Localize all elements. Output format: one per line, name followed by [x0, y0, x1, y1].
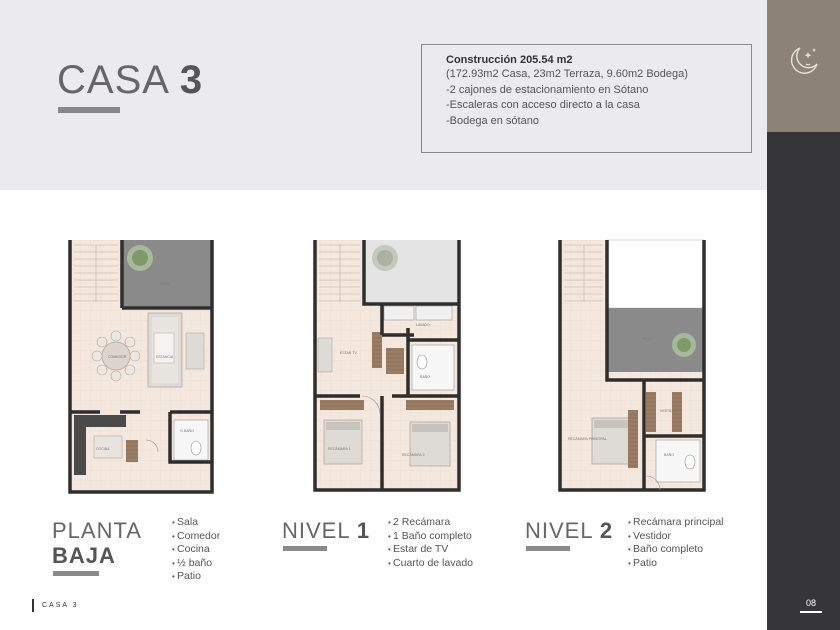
construction-specs-box: [421, 44, 752, 153]
room-label: PATIO: [642, 337, 652, 341]
level-underline: [53, 571, 99, 576]
room-label: BAÑO: [420, 375, 430, 379]
room-label: COMEDOR: [108, 355, 127, 359]
level-number: 1: [356, 518, 371, 543]
feature-item: • Sala: [172, 516, 220, 530]
room-label: RECÁMARA PRINCIPAL: [568, 437, 607, 441]
spec-line: (172.93m2 Casa, 23m2 Terraza, 9.60m2 Bodega): [446, 68, 688, 80]
level-name-nivel-1: [282, 518, 370, 544]
room-label: ESTANCIA: [156, 355, 174, 359]
level-word: NIVEL: [282, 518, 350, 543]
page-number-underline: [800, 611, 822, 613]
floor-plan-planta-baja: [70, 240, 212, 492]
feature-item: • ½ baño: [172, 557, 220, 571]
feature-item: • Comedor: [172, 530, 220, 544]
page-number: 08: [805, 598, 816, 608]
level-word: NIVEL: [525, 518, 593, 543]
room-label: RECÁMARA 1: [328, 447, 351, 451]
feature-item: • Patio: [172, 570, 220, 584]
feature-item: • 2 Recámara: [388, 516, 473, 530]
feature-item: • Recámara principal: [628, 516, 724, 530]
features-nivel-1: [388, 516, 473, 570]
specs-heading: Construcción 205.54 m2: [446, 54, 573, 66]
room-label: BAÑO: [664, 453, 674, 457]
room-label: PATIO: [160, 282, 170, 286]
floor-plans: [0, 230, 767, 500]
footer-marker: [32, 599, 34, 612]
room-label: VESTIDOR: [660, 409, 678, 413]
feature-item: • Estar de TV: [388, 543, 473, 557]
floor-plan-nivel-2: [560, 240, 704, 490]
level-underline: [526, 546, 570, 551]
room-label: ESTAR TV: [340, 351, 357, 355]
title-underline: [58, 107, 120, 113]
floor-plan-nivel-1: [315, 240, 459, 490]
feature-item: • Patio: [628, 557, 724, 571]
level-number: 2: [599, 518, 614, 543]
level-name-baja: BAJA: [52, 543, 116, 568]
spec-line: -Escaleras con acceso directo a la casa: [446, 99, 640, 111]
spec-line: -Bodega en sótano: [446, 114, 539, 127]
features-nivel-2: [628, 516, 724, 570]
level-name-planta: PLANTA: [52, 518, 142, 543]
room-label: ½ BAÑO: [180, 429, 194, 433]
title-word: CASA: [57, 58, 168, 102]
level-name-nivel-2: [525, 518, 613, 544]
title-number: 3: [179, 58, 204, 102]
feature-item: • Baño completo: [628, 543, 724, 557]
open-void: [607, 240, 704, 308]
spec-line: -2 cajones de estacionamiento en Sótano: [446, 83, 649, 96]
level-underline: [283, 546, 327, 551]
footer-section-label: CASA 3: [42, 602, 79, 609]
room-label: LAVADO: [416, 323, 430, 327]
feature-item: • Cocina: [172, 543, 220, 557]
features-planta-baja: [172, 516, 220, 584]
room-label: COCINA: [96, 447, 110, 451]
sidebar-accent-bottom: [767, 132, 840, 630]
moon-stars-icon: [786, 42, 822, 78]
feature-item: • Cuarto de lavado: [388, 557, 473, 571]
page-title: [57, 58, 203, 103]
room-label: RECÁMARA 2: [402, 453, 425, 457]
feature-item: • 1 Baño completo: [388, 530, 473, 544]
feature-item: • Vestidor: [628, 530, 724, 544]
